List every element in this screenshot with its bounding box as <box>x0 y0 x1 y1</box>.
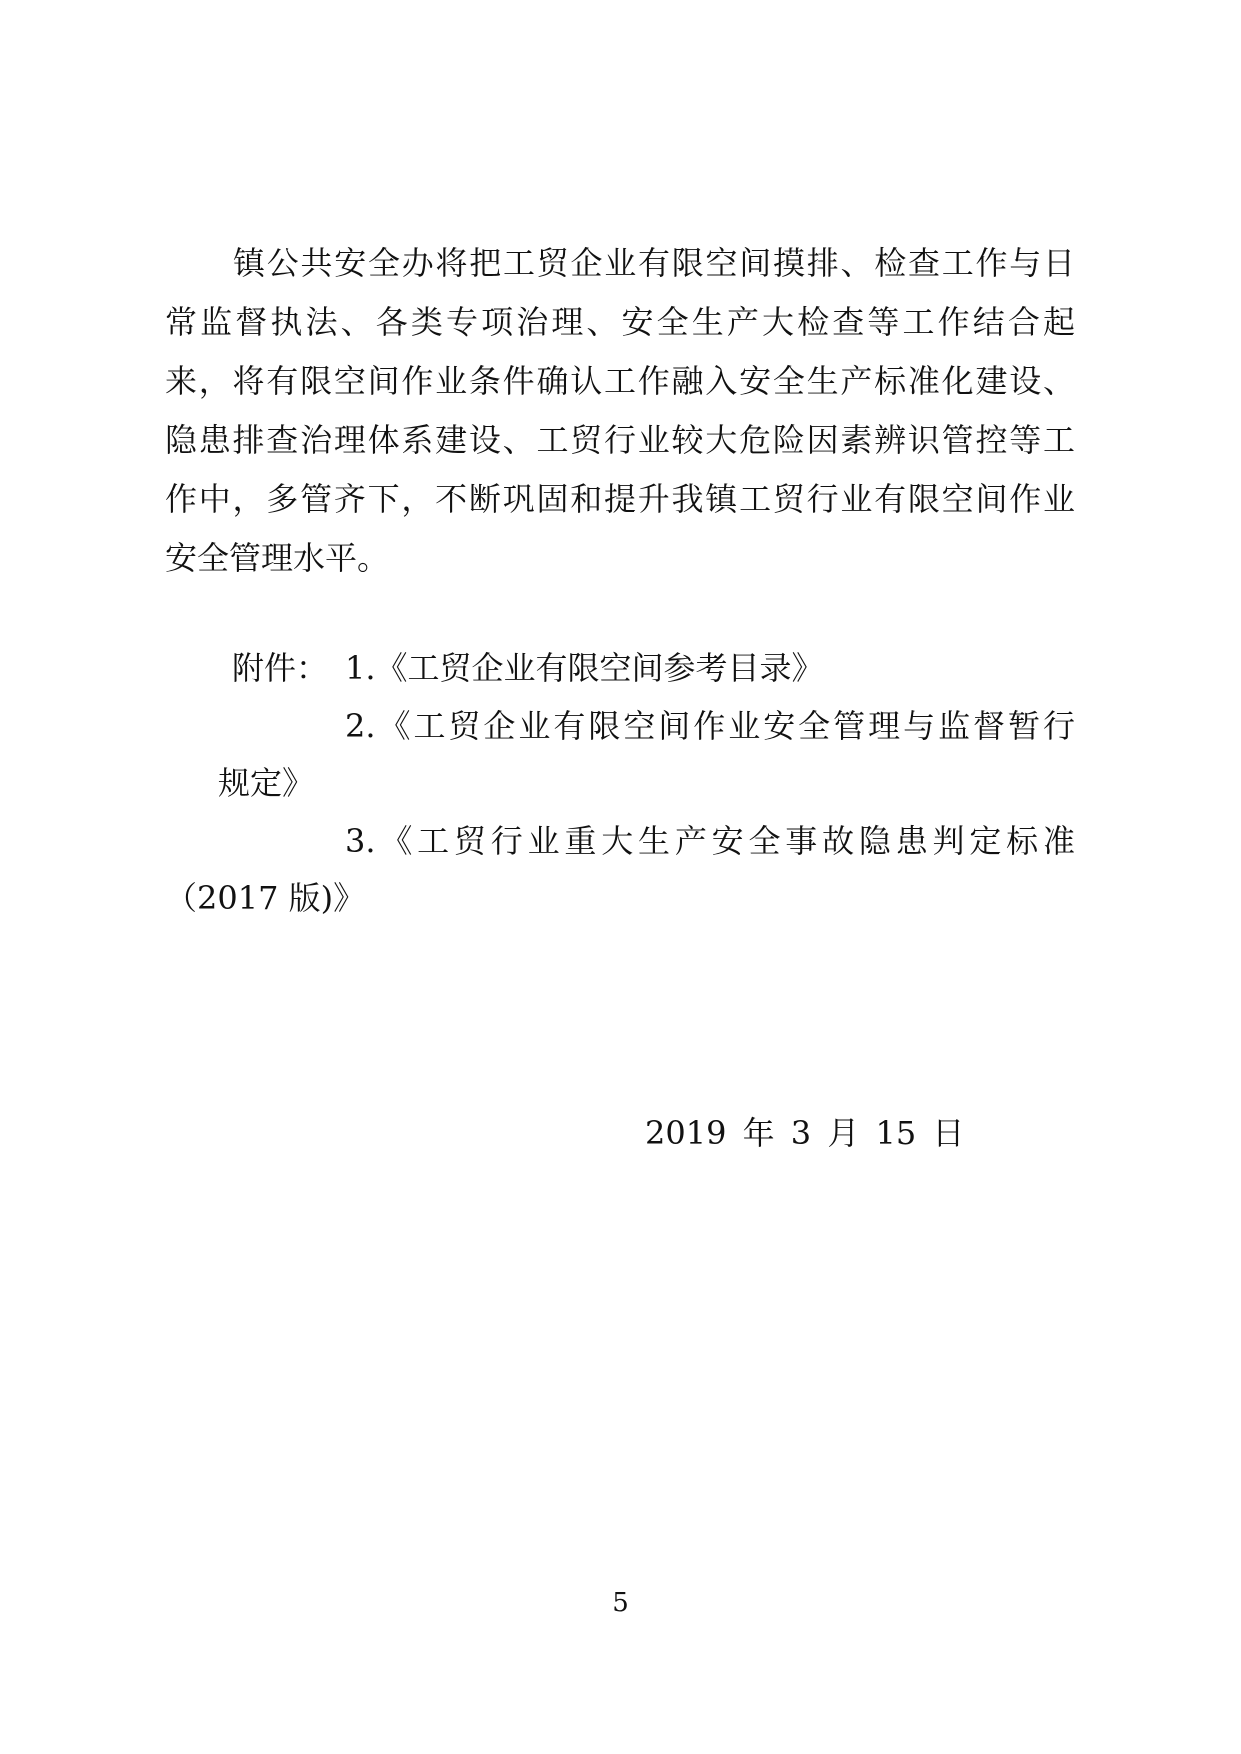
paragraph-line: 隐患排查治理体系建设、工贸行业较大危险因素辨识管控等工 <box>165 421 1075 459</box>
paragraph-line: 常监督执法、各类专项治理、安全生产大检查等工作结合起 <box>165 303 1075 341</box>
attachment-item-3 <box>345 816 1075 862</box>
paragraph-line: 作中，多管齐下，不断巩固和提升我镇工贸行业有限空间作业 <box>165 480 1075 518</box>
attachment-item-3-line-1: 3.《工贸行业重大生产安全事故隐患判定标准 <box>345 822 1075 860</box>
paragraph-line: 来，将有限空间作业条件确认工作融入安全生产标准化建设、 <box>165 362 1075 400</box>
attachment-item-2-line-2: 规定》 <box>218 764 315 802</box>
paragraph-line: 镇公共安全办将把工贸企业有限空间摸排、检查工作与日 <box>233 244 1075 282</box>
attachment-item-3-line-2: （2017 版)》 <box>165 879 366 917</box>
attachments-label: 附件： <box>232 649 329 687</box>
page-number: 5 <box>612 1588 629 1618</box>
attachment-item-2 <box>345 701 1075 747</box>
attachment-item-1: 1.《工贸企业有限空间参考目录》 <box>345 649 824 687</box>
document-date: 2019 年 3 月 15 日 <box>645 1114 965 1152</box>
paragraph-line: 安全管理水平。 <box>165 539 390 577</box>
body-paragraph <box>165 234 1075 588</box>
attachment-item-2-line-1: 2.《工贸企业有限空间作业安全管理与监督暂行 <box>345 707 1075 745</box>
